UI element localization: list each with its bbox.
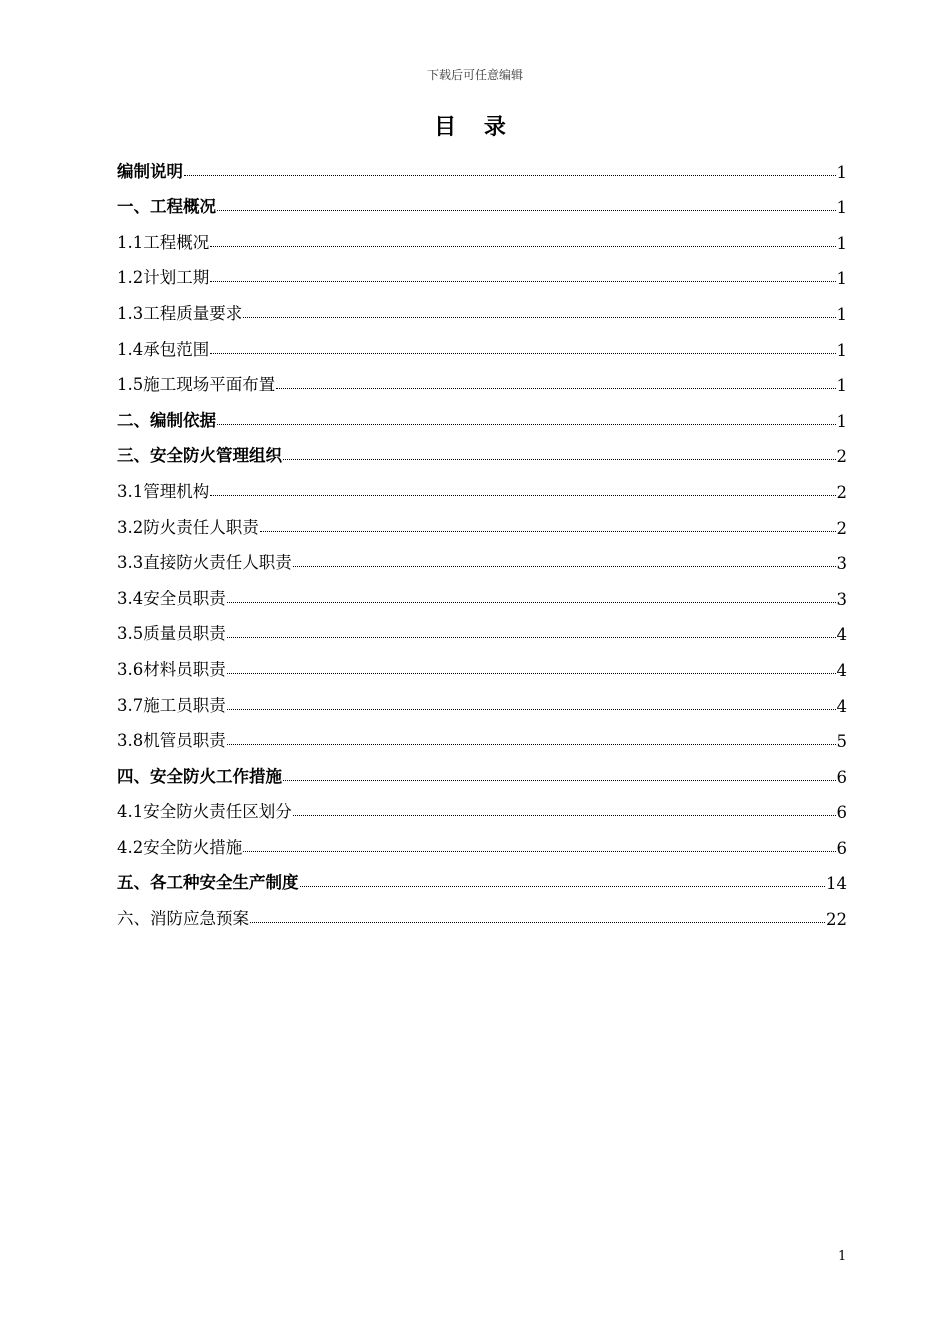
toc-leader-dots: [217, 210, 836, 211]
toc-entry-label: 三、安全防火管理组织: [117, 446, 282, 466]
toc-leader-dots: [210, 495, 835, 496]
toc-entry-label: 3.3直接防火责任人职责: [117, 553, 292, 573]
toc-entry-label: 一、工程概况: [117, 197, 216, 217]
toc-entry-label: 编制说明: [117, 161, 183, 181]
toc-leader-dots: [217, 424, 836, 425]
toc-leader-dots: [210, 281, 835, 282]
page-number: 1: [838, 1249, 847, 1264]
toc-entry-label: 1.5施工现场平面布置: [117, 375, 276, 395]
toc-entry-page: 4: [836, 696, 847, 716]
toc-entry[interactable]: [117, 644, 847, 680]
toc-entry-label: 3.4安全员职责: [117, 588, 226, 608]
toc-entry-page: 4: [836, 660, 847, 680]
toc-entry[interactable]: [117, 822, 847, 858]
toc-leader-dots: [293, 815, 836, 816]
toc-entry-page: 2: [836, 482, 847, 502]
toc-entry[interactable]: [117, 609, 847, 645]
toc-entry[interactable]: [117, 858, 847, 894]
toc-entry[interactable]: [117, 395, 847, 431]
toc-leader-dots: [210, 353, 835, 354]
toc-entry-page: 2: [836, 518, 847, 538]
toc-entry-page: 2: [836, 447, 847, 467]
toc-entry-label: 3.8机管员职责: [117, 731, 226, 751]
toc-entry[interactable]: [117, 751, 847, 787]
toc-entry-label: 1.2计划工期: [117, 268, 210, 288]
toc-entry[interactable]: [117, 716, 847, 752]
toc-entry[interactable]: [117, 466, 847, 502]
toc-entry-page: 1: [836, 376, 847, 396]
toc-entry-label: 1.1工程概况: [117, 232, 210, 252]
toc-entry-page: 4: [836, 625, 847, 645]
toc-entry-label: 1.3工程质量要求: [117, 303, 243, 323]
toc-leader-dots: [250, 922, 825, 923]
toc-leader-dots: [293, 566, 836, 567]
toc-entry-page: 6: [836, 803, 847, 823]
toc-leader-dots: [243, 851, 835, 852]
toc-entry-label: 四、安全防火工作措施: [117, 766, 282, 786]
toc-leader-dots: [227, 637, 836, 638]
toc-entry[interactable]: [117, 217, 847, 253]
toc-entry[interactable]: [117, 502, 847, 538]
toc-entry-label: 六、消防应急预案: [117, 909, 249, 929]
toc-entry-page: 1: [836, 162, 847, 182]
toc-leader-dots: [227, 673, 836, 674]
toc-entry[interactable]: [117, 253, 847, 289]
toc-entry-page: 1: [836, 269, 847, 289]
toc-entry[interactable]: [117, 680, 847, 716]
toc-entry-page: 1: [836, 340, 847, 360]
toc-entry-label: 1.4承包范围: [117, 339, 210, 359]
toc-entry-label: 3.7施工员职责: [117, 695, 226, 715]
toc-leader-dots: [300, 886, 826, 887]
toc-entry-page: 22: [826, 910, 847, 930]
toc-entry-page: 3: [836, 589, 847, 609]
toc-entry-label: 五、各工种安全生产制度: [117, 873, 299, 893]
toc-leader-dots: [184, 175, 836, 176]
toc-leader-dots: [276, 388, 835, 389]
toc-title: 目 录: [434, 114, 516, 140]
toc-entry[interactable]: [117, 573, 847, 609]
toc-entry[interactable]: [117, 182, 847, 218]
toc-entry[interactable]: [117, 787, 847, 823]
toc-leader-dots: [283, 780, 836, 781]
toc-entry-label: 3.5质量员职责: [117, 624, 226, 644]
toc-entry-label: 4.1安全防火责任区划分: [117, 802, 292, 822]
table-of-contents: [117, 146, 847, 929]
toc-entry[interactable]: [117, 360, 847, 396]
toc-entry-page: 1: [836, 411, 847, 431]
toc-entry-page: 1: [836, 233, 847, 253]
toc-entry-page: 3: [836, 554, 847, 574]
toc-leader-dots: [227, 709, 836, 710]
toc-entry-page: 1: [836, 198, 847, 218]
toc-entry[interactable]: [117, 288, 847, 324]
page-header: 下载后可任意编辑: [426, 68, 523, 82]
toc-leader-dots: [260, 531, 836, 532]
toc-entry[interactable]: [117, 893, 847, 929]
toc-entry[interactable]: [117, 431, 847, 467]
toc-entry-label: 3.2防火责任人职责: [117, 517, 259, 537]
toc-entry-page: 1: [836, 304, 847, 324]
toc-entry-page: 5: [836, 732, 847, 752]
toc-leader-dots: [210, 246, 835, 247]
toc-entry-label: 4.2安全防火措施: [117, 837, 243, 857]
toc-entry-page: 6: [836, 767, 847, 787]
toc-entry-label: 3.6材料员职责: [117, 659, 226, 679]
toc-entry-page: 6: [836, 838, 847, 858]
toc-entry-label: 二、编制依据: [117, 410, 216, 430]
toc-entry[interactable]: [117, 324, 847, 360]
toc-leader-dots: [243, 317, 835, 318]
toc-leader-dots: [283, 459, 836, 460]
toc-leader-dots: [227, 602, 836, 603]
toc-entry[interactable]: [117, 146, 847, 182]
toc-entry[interactable]: [117, 538, 847, 574]
toc-entry-page: 14: [826, 874, 847, 894]
toc-entry-label: 3.1管理机构: [117, 481, 210, 501]
toc-leader-dots: [227, 744, 836, 745]
